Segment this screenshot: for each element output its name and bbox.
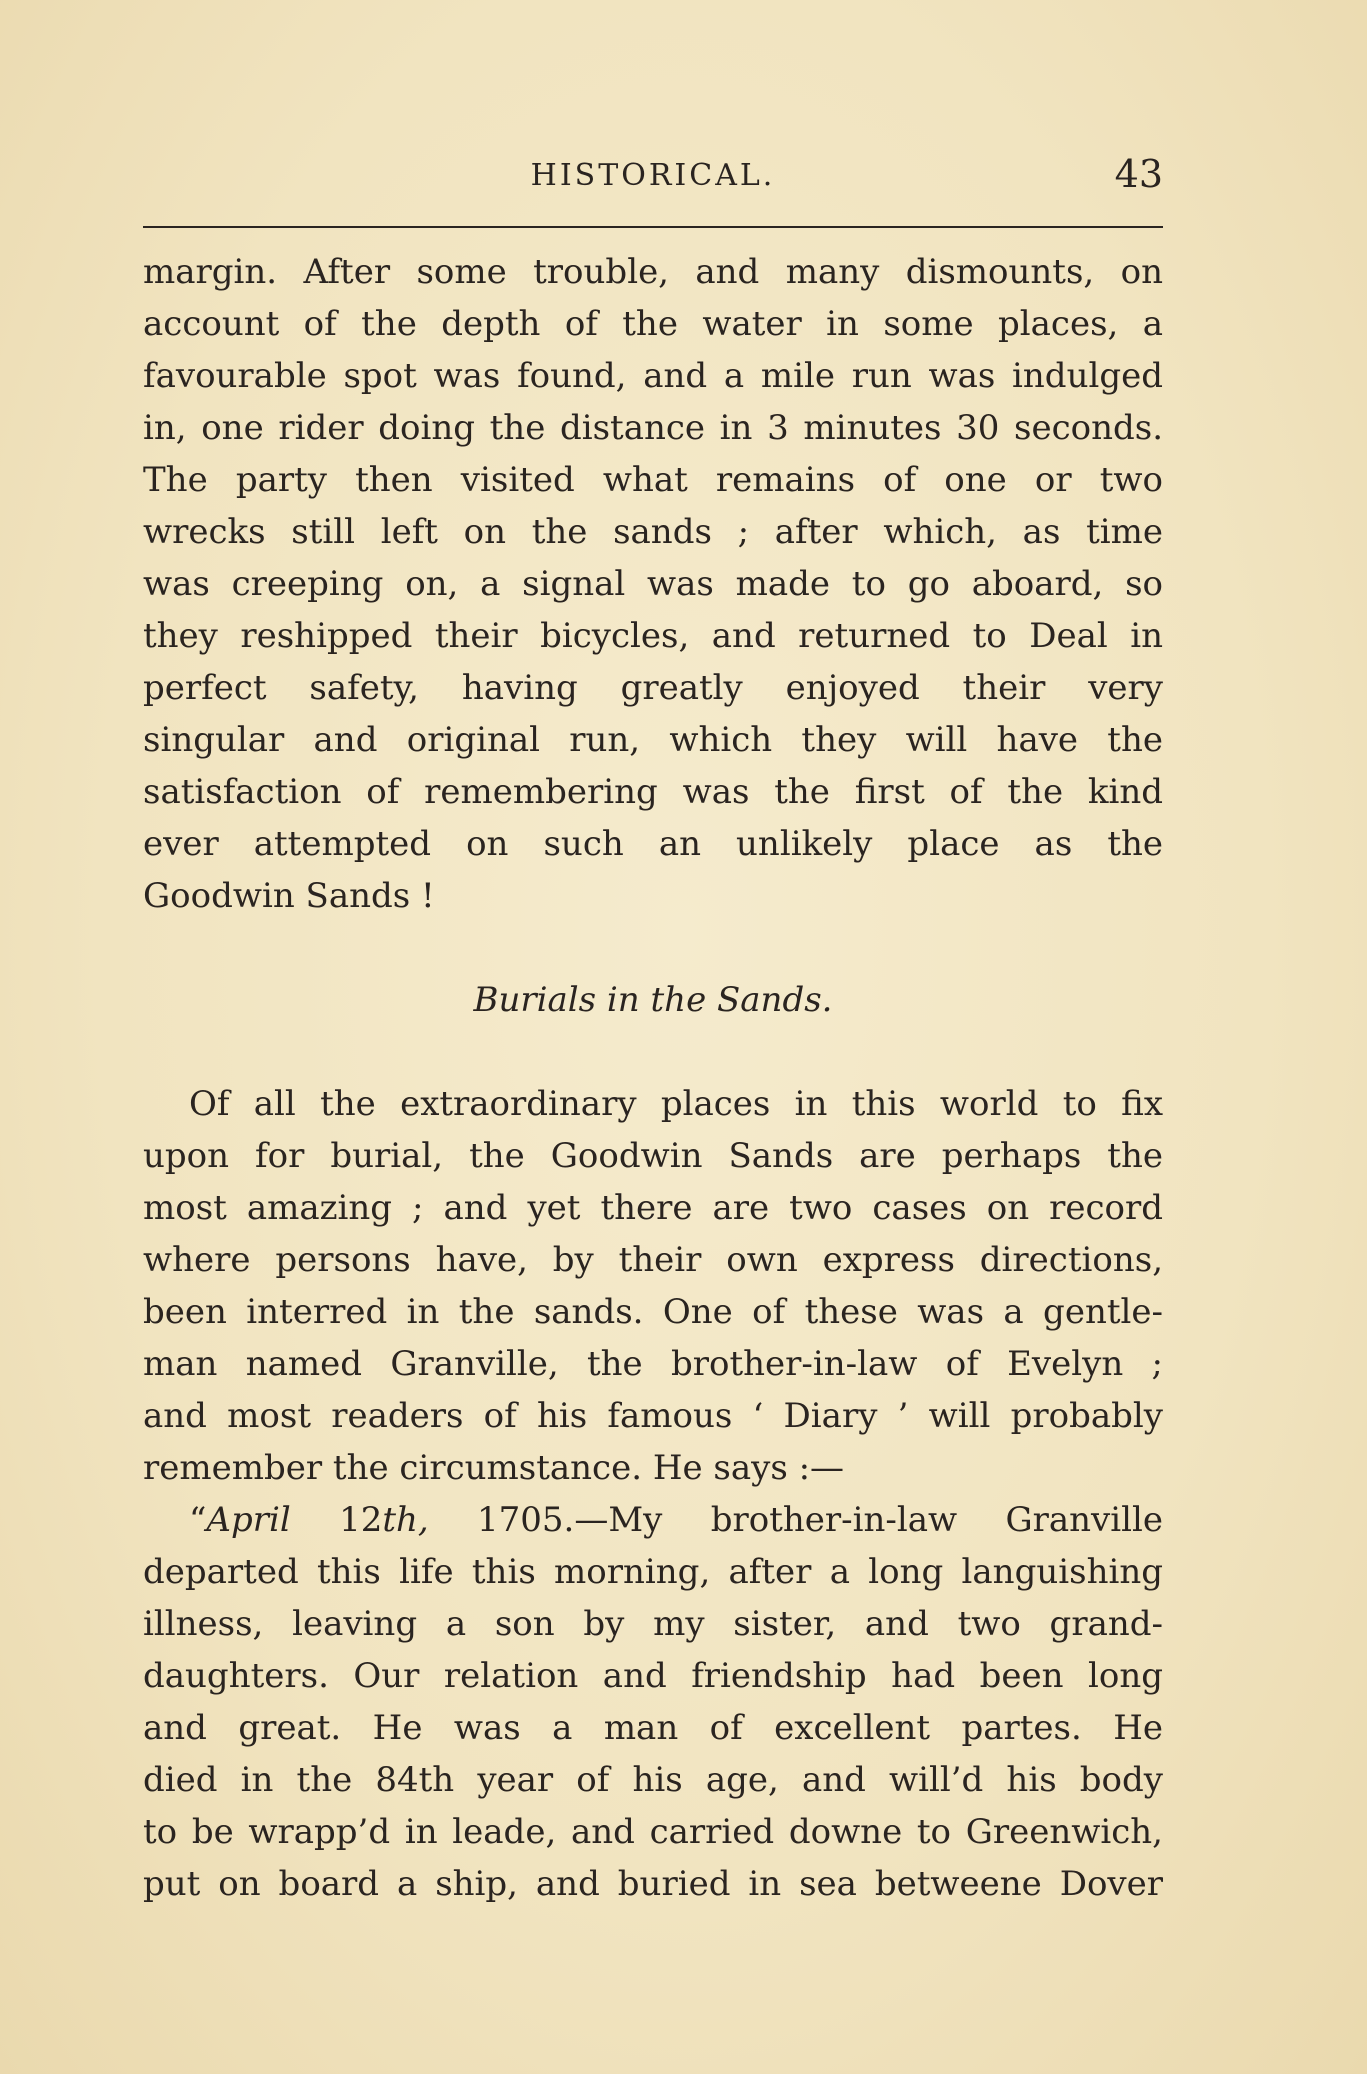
page-number: 43 — [1114, 152, 1163, 196]
quote-day: 12 — [339, 1500, 383, 1540]
section-title: Burials in the Sands. — [473, 980, 833, 1020]
text-line: man named Granville, the brother-in-law of Evelyn ; — [143, 1344, 1163, 1384]
page-header — [143, 148, 1163, 214]
text-line: put on board a ship, and buried in sea betweene Dover — [143, 1864, 1163, 1904]
text-line: upon for burial, the Goodwin Sands are perhaps the — [143, 1136, 1163, 1176]
text-line: died in the 84th year of his age, and will’d his body — [143, 1760, 1163, 1800]
text-line: ever attempted on such an unlikely place as the — [143, 824, 1163, 864]
text-line: illness, leaving a son by my sister, and two grand- — [143, 1604, 1163, 1644]
text-line: and great. He was a man of excellent partes. He — [143, 1708, 1163, 1748]
text-line: margin. After some trouble, and many dismounts, on — [143, 252, 1163, 292]
quote-day-suffix: th, — [382, 1500, 429, 1540]
paragraph-burials — [143, 1078, 1163, 1494]
text-line: satisfaction of remembering was the first of the kind — [143, 772, 1163, 812]
text-line: remember the circumstance. He says :— — [143, 1448, 845, 1488]
header-rule — [143, 226, 1163, 228]
text-line: Of all the extraordinary places in this world to fix — [189, 1084, 1163, 1124]
text-line: wrecks still left on the sands ; after which, as time — [143, 512, 1163, 552]
text-line: was creeping on, a signal was made to go aboard, so — [143, 564, 1163, 604]
text-line: most amazing ; and yet there are two cases on record — [143, 1188, 1163, 1228]
quote-first-line — [143, 1494, 1163, 1546]
text-line: favourable spot was found, and a mile run was indulged — [143, 356, 1163, 396]
paragraph-continuation — [143, 246, 1163, 922]
text-line: perfect safety, having greatly enjoyed their very — [143, 668, 1163, 708]
text-line: The party then visited what remains of one or two — [143, 460, 1163, 500]
text-line: account of the depth of the water in some places, a — [143, 304, 1163, 344]
text-line: to be wrapp’d in leade, and carried downe to Greenwich, — [143, 1812, 1163, 1852]
text-line: in, one rider doing the distance in 3 minutes 30 seconds. — [143, 408, 1163, 448]
text-line: and most readers of his famous ‘ Diary ’ will probably — [143, 1396, 1163, 1436]
open-quote: “ — [189, 1500, 207, 1540]
body-text — [143, 246, 1163, 1910]
running-head: HISTORICAL. — [530, 158, 776, 193]
text-line: Goodwin Sands ! — [143, 876, 435, 916]
text-line: been interred in the sands. One of these was a gentle- — [143, 1292, 1163, 1332]
quote-rest: 1705.—My brother-in-law Granville — [428, 1500, 1164, 1540]
diary-quotation — [143, 1494, 1163, 1910]
quote-month: April — [206, 1500, 291, 1540]
text-line: singular and original run, which they will have the — [143, 720, 1163, 760]
text-line: daughters. Our relation and friendship had been long — [143, 1656, 1163, 1696]
text-line: where persons have, by their own express directions, — [143, 1240, 1163, 1280]
text-line: departed this life this morning, after a long languishing — [143, 1552, 1163, 1592]
text-line: they reshipped their bicycles, and returned to Deal in — [143, 616, 1163, 656]
